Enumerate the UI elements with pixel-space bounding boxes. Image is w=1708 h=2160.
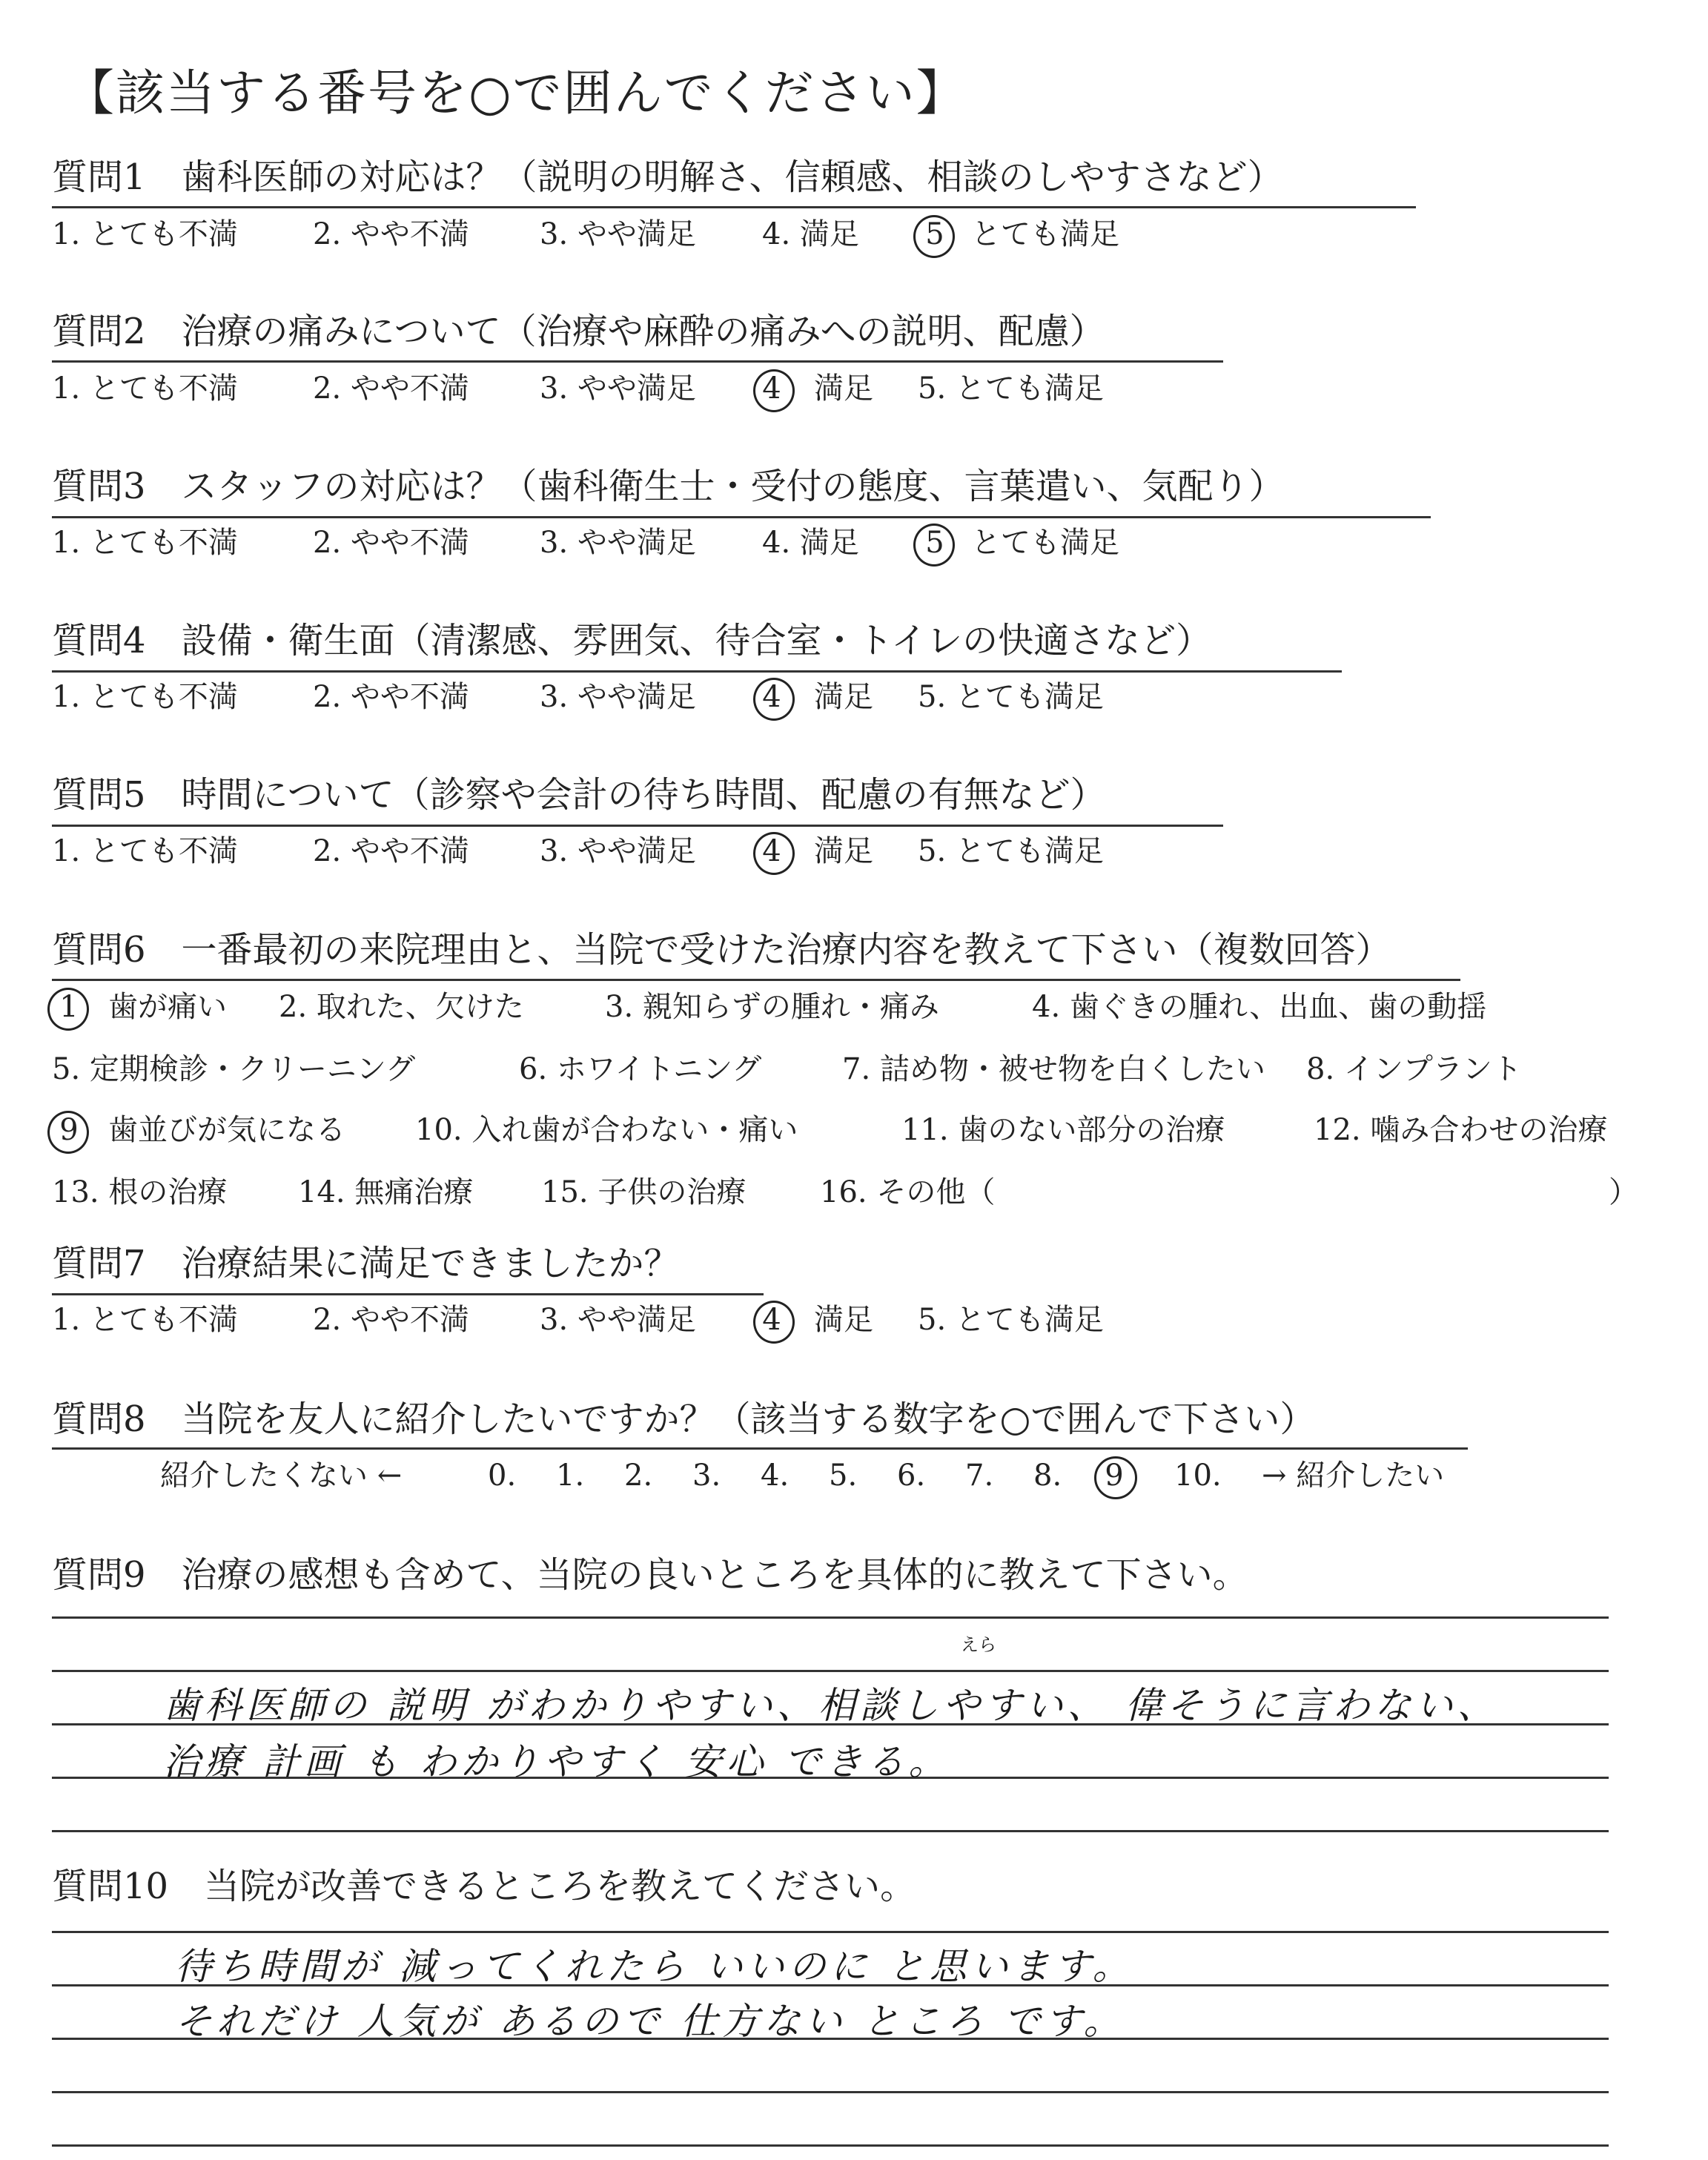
q4-option-4-label[interactable]: 満足 [814, 680, 873, 714]
q5-option-3[interactable]: 3. やや満足 [540, 834, 696, 868]
q6-option-3[interactable]: 3. 親知らずの腫れ・痛み [605, 990, 939, 1024]
selected-answer-circle [753, 1301, 795, 1344]
q6-option-9-number[interactable]: 9 [59, 1113, 79, 1147]
q4-option-5[interactable]: 5. とても満足 [918, 680, 1104, 714]
question-6-title: 質問6 一番最初の来院理由と、当院で受けた治療内容を教えて下さい（複数回答） [52, 929, 1391, 971]
q7-option-4-number[interactable]: 4 [762, 1303, 781, 1337]
q5-option-2[interactable]: 2. やや不満 [313, 834, 469, 868]
question-8-title: 質問8 当院を友人に紹介したいですか？（該当する数字を○で囲んで下さい） [52, 1398, 1316, 1440]
q8-option-6[interactable]: 6. [897, 1459, 926, 1493]
q8-option-1[interactable]: 1. [556, 1459, 585, 1493]
q6-option-11[interactable]: 11. 歯のない部分の治療 [901, 1113, 1225, 1147]
q7-option-4-label[interactable]: 満足 [814, 1303, 873, 1337]
q3-option-4[interactable]: 4. 満足 [762, 526, 859, 560]
q2-option-5[interactable]: 5. とても満足 [918, 371, 1104, 406]
q4-option-2[interactable]: 2. やや不満 [313, 680, 469, 714]
handwritten-ruby: えら [961, 1634, 996, 1655]
q10-handwritten-answer-line-1: 待ち時間が 減ってくれたら いいのに と思います。 [175, 1945, 1134, 1988]
q1-option-2[interactable]: 2. やや不満 [313, 217, 469, 251]
answer-line [52, 1616, 1609, 1619]
q3-option-1[interactable]: 1. とても不満 [52, 526, 238, 560]
q4-option-4-number[interactable]: 4 [762, 680, 781, 714]
selected-answer-circle [753, 369, 795, 412]
q7-option-2[interactable]: 2. やや不満 [313, 1303, 469, 1337]
q8-option-7[interactable]: 7. [965, 1459, 994, 1493]
q9-handwritten-answer-line-2: 治療 計画 も わかりやすく 安心 できる。 [163, 1740, 950, 1783]
q4-option-1[interactable]: 1. とても不満 [52, 680, 238, 714]
q6-option-6[interactable]: 6. ホワイトニング [519, 1052, 762, 1086]
q6-option-4[interactable]: 4. 歯ぐきの腫れ、出血、歯の動揺 [1032, 990, 1487, 1024]
answer-line [52, 2091, 1609, 2093]
q3-option-5-label[interactable]: とても満足 [971, 526, 1119, 560]
selected-answer-circle [913, 524, 955, 567]
q1-option-5-label[interactable]: とても満足 [971, 217, 1119, 251]
question-3-underline [52, 516, 1431, 518]
answer-line [52, 1931, 1609, 1933]
question-1-title: 質問1 歯科医師の対応は？（説明の明解さ、信頼感、相談のしやすさなど） [52, 156, 1283, 198]
q8-right-label: → 紹介したい [1262, 1459, 1445, 1493]
q8-option-0[interactable]: 0. [488, 1459, 517, 1493]
q1-option-3[interactable]: 3. やや満足 [540, 217, 696, 251]
q5-option-5[interactable]: 5. とても満足 [918, 834, 1104, 868]
q6-option-16[interactable]: 16. その他（ [820, 1175, 996, 1209]
question-3-title: 質問3 スタッフの対応は？（歯科衛生士・受付の態度、言葉遣い、気配り） [52, 466, 1285, 507]
question-2-title: 質問2 治療の痛みについて（治療や麻酔の痛みへの説明、配慮） [52, 311, 1105, 352]
question-8-underline [52, 1447, 1468, 1450]
q2-option-2[interactable]: 2. やや不満 [313, 371, 469, 406]
answer-line [52, 1670, 1609, 1672]
question-10-title: 質問10 当院が改善できるところを教えてください。 [52, 1866, 916, 1907]
selected-answer-circle [753, 678, 795, 721]
q6-option-16-close-paren: ） [1609, 1175, 1638, 1209]
q6-option-10[interactable]: 10. 入れ歯が合わない・痛い [415, 1113, 798, 1147]
q6-option-1-number[interactable]: 1 [59, 990, 79, 1024]
q6-option-7[interactable]: 7. 詰め物・被せ物を白くしたい [842, 1052, 1265, 1086]
q6-option-1-label[interactable]: 歯が痛い [108, 990, 227, 1024]
q6-option-12[interactable]: 12. 噛み合わせの治療 [1314, 1113, 1608, 1147]
question-4-underline [52, 670, 1342, 673]
q3-option-3[interactable]: 3. やや満足 [540, 526, 696, 560]
question-2-underline [52, 360, 1223, 363]
q8-option-2[interactable]: 2. [624, 1459, 653, 1493]
q5-option-4-label[interactable]: 満足 [814, 834, 873, 868]
q6-option-14[interactable]: 14. 無痛治療 [298, 1175, 474, 1209]
q1-option-1[interactable]: 1. とても不満 [52, 217, 238, 251]
q4-option-3[interactable]: 3. やや満足 [540, 680, 696, 714]
question-5-underline [52, 825, 1223, 827]
q5-option-4-number[interactable]: 4 [762, 834, 781, 868]
q1-option-4[interactable]: 4. 満足 [762, 217, 859, 251]
q7-option-1[interactable]: 1. とても不満 [52, 1303, 238, 1337]
selected-answer-circle [913, 215, 955, 258]
q6-option-9-label[interactable]: 歯並びが気になる [108, 1113, 345, 1147]
question-6-underline [52, 979, 1460, 981]
q3-option-5-number[interactable]: 5 [925, 526, 944, 560]
question-4-title: 質問4 設備・衛生面（清潔感、雰囲気、待合室・トイレの快適さなど） [52, 620, 1212, 661]
q6-option-13[interactable]: 13. 根の治療 [52, 1175, 228, 1209]
q8-option-3[interactable]: 3. [692, 1459, 721, 1493]
q6-option-2[interactable]: 2. 取れた、欠けた [279, 990, 524, 1024]
q6-option-5[interactable]: 5. 定期検診・クリーニング [52, 1052, 416, 1086]
q8-option-9[interactable]: 9 [1105, 1459, 1124, 1493]
question-9-title: 質問9 治療の感想も含めて、当院の良いところを具体的に教えて下さい。 [52, 1554, 1248, 1596]
question-1-underline [52, 206, 1416, 208]
q8-option-5[interactable]: 5. [829, 1459, 858, 1493]
question-5-title: 質問5 時間について（診察や会計の待ち時間、配慮の有無など） [52, 774, 1106, 816]
question-7-underline [52, 1293, 764, 1295]
q6-option-15[interactable]: 15. 子供の治療 [541, 1175, 747, 1209]
q2-option-1[interactable]: 1. とても不満 [52, 371, 238, 406]
answer-line [52, 2144, 1609, 2147]
selected-answer-circle [753, 832, 795, 875]
q10-handwritten-answer-line-2: それだけ 人気が あるので 仕方ない ところ です。 [175, 2000, 1125, 2043]
q2-option-4-number[interactable]: 4 [762, 371, 781, 406]
q6-option-8[interactable]: 8. インプラント [1306, 1052, 1522, 1086]
q9-handwritten-answer-line-1: 歯科医師の 説明 がわかりやすい、相談しやすい、 偉そうに言わない、 [163, 1684, 1499, 1727]
q7-option-5[interactable]: 5. とても満足 [918, 1303, 1104, 1337]
selected-answer-circle [47, 988, 89, 1031]
q8-option-8[interactable]: 8. [1033, 1459, 1062, 1493]
answer-line [52, 1830, 1609, 1832]
q8-option-4[interactable]: 4. [761, 1459, 790, 1493]
page-title: 【該当する番号を○で囲んでください】 [65, 65, 967, 122]
q5-option-1[interactable]: 1. とても不満 [52, 834, 238, 868]
selected-answer-circle [1094, 1456, 1137, 1499]
q7-option-3[interactable]: 3. やや満足 [540, 1303, 696, 1337]
q2-option-4-label[interactable]: 満足 [814, 371, 873, 406]
q2-option-3[interactable]: 3. やや満足 [540, 371, 696, 406]
selected-answer-circle [47, 1111, 89, 1154]
q8-option-10[interactable]: 10. [1174, 1459, 1222, 1493]
q3-option-2[interactable]: 2. やや不満 [313, 526, 469, 560]
q8-left-label: 紹介したくない ← [160, 1459, 403, 1493]
q1-option-5-number[interactable]: 5 [925, 217, 944, 251]
question-7-title: 質問7 治療結果に満足できましたか？ [52, 1243, 680, 1284]
